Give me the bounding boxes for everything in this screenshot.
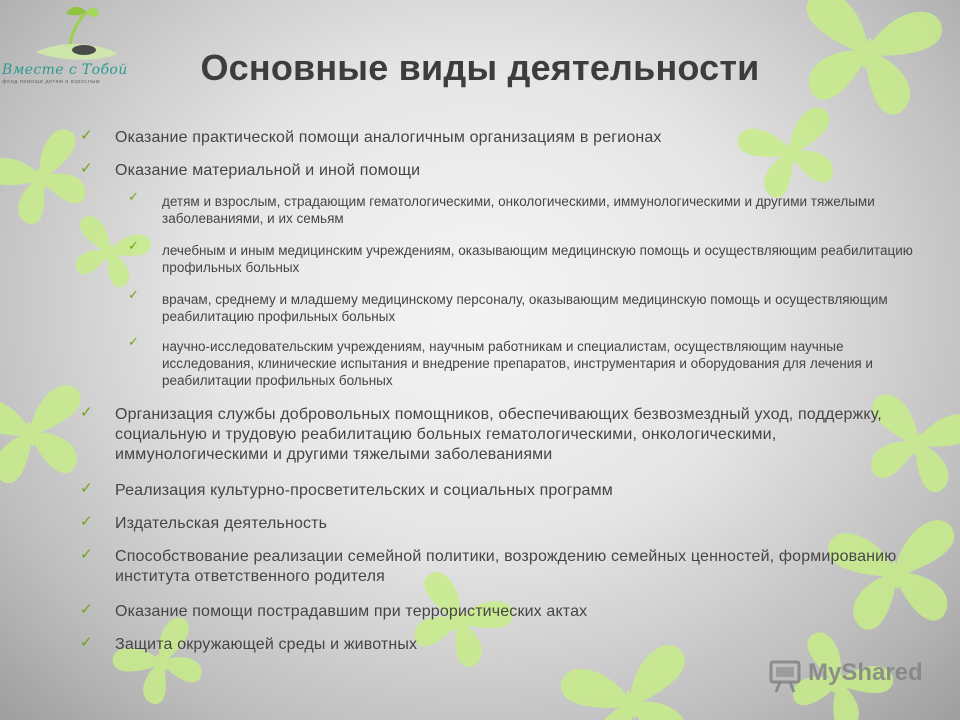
myshared-watermark — [768, 656, 928, 696]
checkmark-icon: ✓ — [80, 600, 93, 618]
butterfly-shape — [0, 383, 93, 488]
checkmark-icon: ✓ — [128, 190, 139, 205]
list-item-text: Оказание помощи пострадавшим при террористических актах — [115, 603, 588, 620]
sub-item-text: врачам, среднему и младшему медицинскому персоналу, оказывающим медицинскую помощь и осуществляющим реабилитацию профильных больных — [162, 292, 888, 324]
presentation-board-icon — [768, 658, 804, 694]
checkmark-icon: ✓ — [80, 512, 93, 530]
checkmark-icon: ✓ — [128, 288, 139, 303]
checkmark-icon: ✓ — [80, 126, 93, 144]
butterfly-shape — [109, 614, 216, 714]
checkmark-icon: ✓ — [80, 633, 93, 651]
checkmark-icon: ✓ — [128, 335, 139, 350]
list-item-text: Издательская деятельность — [115, 515, 328, 532]
sub-item-text: детям и взрослым, страдающим гематологическими, онкологическими, иммунологическими и другими тяжелыми заболеваниями, и их семьям — [162, 194, 875, 226]
butterfly-shape — [735, 104, 849, 204]
page-title: Основные виды деятельности — [200, 47, 760, 88]
sub-item-text: научно-исследовательским учреждениям, научным работникам и специалистам, осуществляющим научные исследования, клинические испытания и внедрение препаратов, инструментария и оборудования для лечения и реабилитации профильных больных — [162, 339, 873, 388]
butterfly-shape — [64, 213, 154, 293]
checkmark-icon: ✓ — [128, 239, 139, 254]
list-item-text: Реализация культурно-просветительских и социальных программ — [115, 482, 613, 499]
checkmark-icon: ✓ — [80, 403, 93, 421]
list-item-text: Защита окружающей среды и животных — [115, 636, 418, 653]
checkmark-icon: ✓ — [80, 545, 93, 563]
checkmark-icon: ✓ — [80, 159, 93, 177]
sub-item-text: лечебным и иным медицинским учреждениям, оказывающим медицинскую помощь и осуществляющим реабилитацию профильных больных — [162, 243, 913, 275]
list-item-text: Организация службы добровольных помощников, обеспечивающих безвозмездный уход, поддержку, социальную и трудовую реабилитацию больных гематологическими, онкологическими, иммунологическими и другими тяжелыми заболеваниями — [115, 406, 882, 463]
logo-subtitle: фонд помощи детям и взрослым — [2, 79, 101, 85]
list-item-text: Оказание материальной и иной помощи — [115, 162, 421, 179]
checkmark-icon: ✓ — [80, 479, 93, 497]
logo-name: Вместе с Тобой — [2, 62, 128, 78]
list-item-text: Оказание практической помощи аналогичным организациям в регионах — [115, 129, 662, 146]
watermark-text: MyShared — [808, 659, 923, 686]
list-item-text: Способствование реализации семейной политики, возрождению семейных ценностей, формированию института ответственного родителя — [115, 548, 897, 585]
